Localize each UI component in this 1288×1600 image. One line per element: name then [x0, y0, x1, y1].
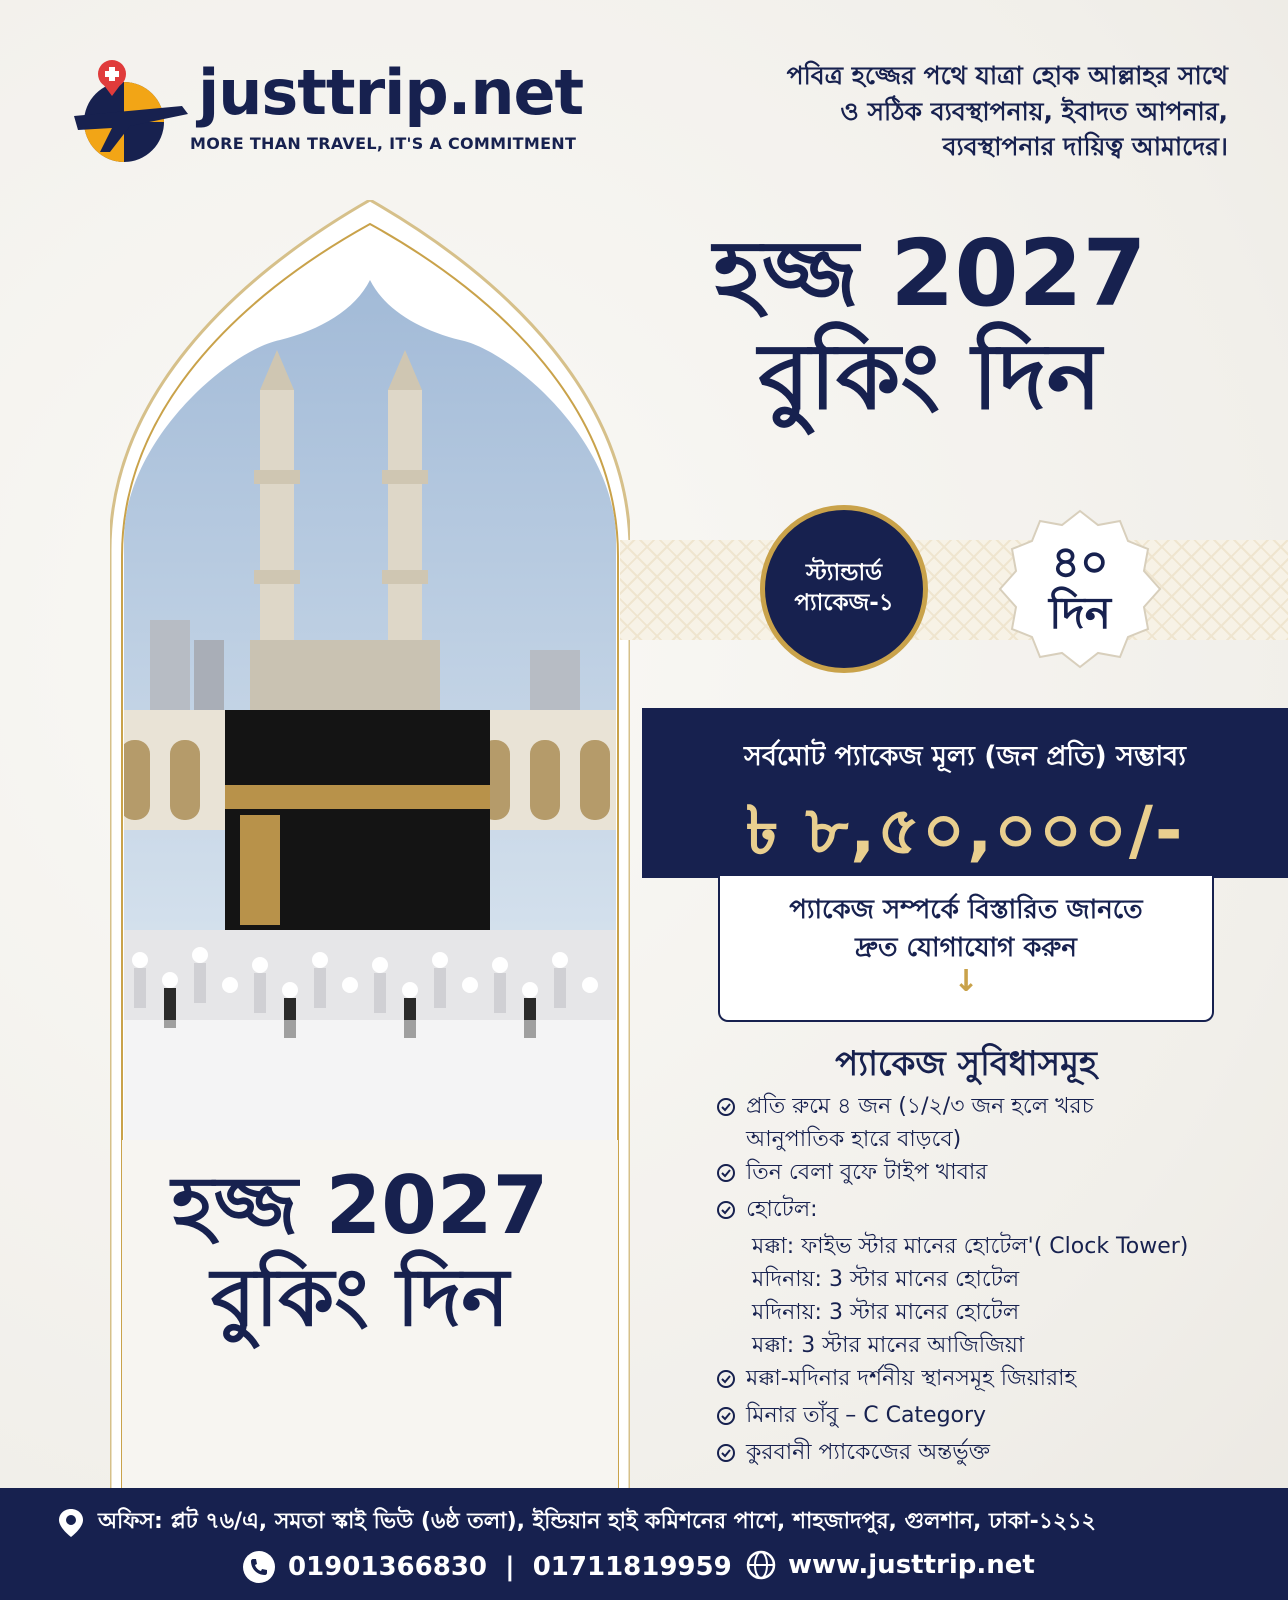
headline-left — [140, 1160, 580, 1344]
arrow-down-icon: ↓ — [953, 964, 979, 1000]
list-item — [716, 1436, 1276, 1473]
website-link[interactable] — [746, 1550, 1035, 1580]
facility-hotel-2: মদিনায়: 3 স্টার মানের হোটেল — [752, 1267, 1020, 1292]
office-address-text: প্লট ৭৬/এ, সমতা স্কাই ভিউ (৬ষ্ঠ তলা), ইন্ডিয়ান হাই কমিশনের পাশে, শাহজাদপুর, গুলশান, ঢাকা-১২১২ — [170, 1509, 1096, 1534]
price-label: সর্বমোট প্যাকেজ মূল্য (জন প্রতি) সম্ভাব্য — [743, 741, 1187, 772]
facilities-list — [716, 1090, 1276, 1473]
logo-plane-icon — [70, 56, 190, 168]
intro-text — [668, 58, 1228, 165]
facility-food: তিন বেলা বুফে টাইপ খাবার — [746, 1160, 988, 1185]
headline-right — [640, 220, 1220, 431]
brand-logo[interactable] — [70, 48, 590, 178]
phone-numbers-text: 01901366830 | 01711819959 — [288, 1552, 732, 1582]
facility-hotel-4: মক্কা: 3 স্টার মানের আজিজিয়া — [752, 1333, 1025, 1358]
price-bar — [642, 708, 1288, 878]
website-text: www.justtrip.net — [788, 1550, 1035, 1580]
office-address — [56, 1504, 1096, 1541]
facility-ziyarah: মক্কা-মদিনার দর্শনীয় স্থানসমূহ জিয়ারাহ — [746, 1366, 1077, 1391]
facility-hotel: হোটেল: — [746, 1197, 818, 1222]
headline-left-line-1: হজ্জ 2027 — [171, 1159, 549, 1252]
facility-hotel-1: মক্কা: ফাইভ স্টার মানের হোটেল'( Clock Tower) — [752, 1234, 1189, 1259]
contact-prompt-box[interactable] — [718, 876, 1214, 1022]
brand-tagline: MORE THAN TRAVEL, IT'S A COMMITMENT — [190, 134, 577, 153]
contact-prompt-line-2: দ্রুত যোগাযোগ করুন — [855, 932, 1077, 963]
package-badge — [760, 505, 928, 673]
check-circle-icon — [716, 1090, 746, 1127]
intro-line-3: ব্যবস্থাপনার দায়িত্ব আমাদের। — [942, 132, 1228, 161]
package-name-line-2: প্যাকেজ-১ — [794, 590, 894, 616]
list-item — [716, 1362, 1276, 1399]
list-item — [716, 1156, 1276, 1193]
check-circle-icon — [716, 1436, 746, 1473]
headline-right-line-1: হজ্জ 2027 — [713, 220, 1147, 327]
intro-line-1: পবিত্র হজ্জের পথে যাত্রা হোক আল্লাহর সাথে — [786, 61, 1228, 90]
check-circle-icon — [716, 1156, 746, 1193]
facility-qurbani: কুরবানী প্যাকেজের অন্তর্ভুক্ত — [746, 1440, 991, 1465]
headline-right-line-2: বুকিং দিন — [758, 323, 1102, 431]
package-name-line-1: স্ট্যান্ডার্ড — [805, 560, 883, 587]
list-item — [716, 1399, 1276, 1436]
facility-room-line-2: আনুপাতিক হারে বাড়বে) — [746, 1127, 962, 1152]
office-label: অফিস: — [98, 1509, 163, 1534]
duration-number: ৪০ — [1051, 537, 1109, 589]
check-circle-icon — [716, 1399, 746, 1436]
intro-line-2: ও সঠিক ব্যবস্থাপনায়, ইবাদত আপনার, — [840, 96, 1228, 126]
location-pin-icon — [56, 1507, 86, 1539]
headline-left-line-2: বুকিং দিন — [210, 1251, 510, 1344]
list-item — [716, 1193, 1276, 1230]
globe-icon — [746, 1550, 776, 1580]
facility-mina: মিনার তাঁবু – C Category — [746, 1403, 987, 1428]
duration-label: দিন — [1049, 588, 1111, 639]
facilities-title: প্যাকেজ সুবিধাসমূহ — [835, 1044, 1097, 1084]
facility-hotel-3: মদিনায়: 3 স্টার মানের হোটেল — [752, 1300, 1020, 1325]
facility-room-line-1: প্রতি রুমে ৪ জন (১/২/৩ জন হলে খরচ — [746, 1094, 1094, 1119]
duration-badge — [990, 505, 1170, 673]
list-item — [716, 1090, 1276, 1156]
phone-numbers[interactable] — [242, 1550, 732, 1584]
phone-icon — [242, 1550, 276, 1584]
brand-name: justtrip.net — [198, 56, 584, 129]
ornament-band — [620, 537, 1288, 640]
check-circle-icon — [716, 1362, 746, 1399]
check-circle-icon — [716, 1193, 746, 1230]
contact-prompt-line-1: প্যাকেজ সম্পর্কে বিস্তারিত জানতে — [789, 895, 1143, 925]
footer-bar — [0, 1488, 1288, 1600]
price-amount: ৳ ৮,৫০,০০০/- — [745, 792, 1185, 869]
